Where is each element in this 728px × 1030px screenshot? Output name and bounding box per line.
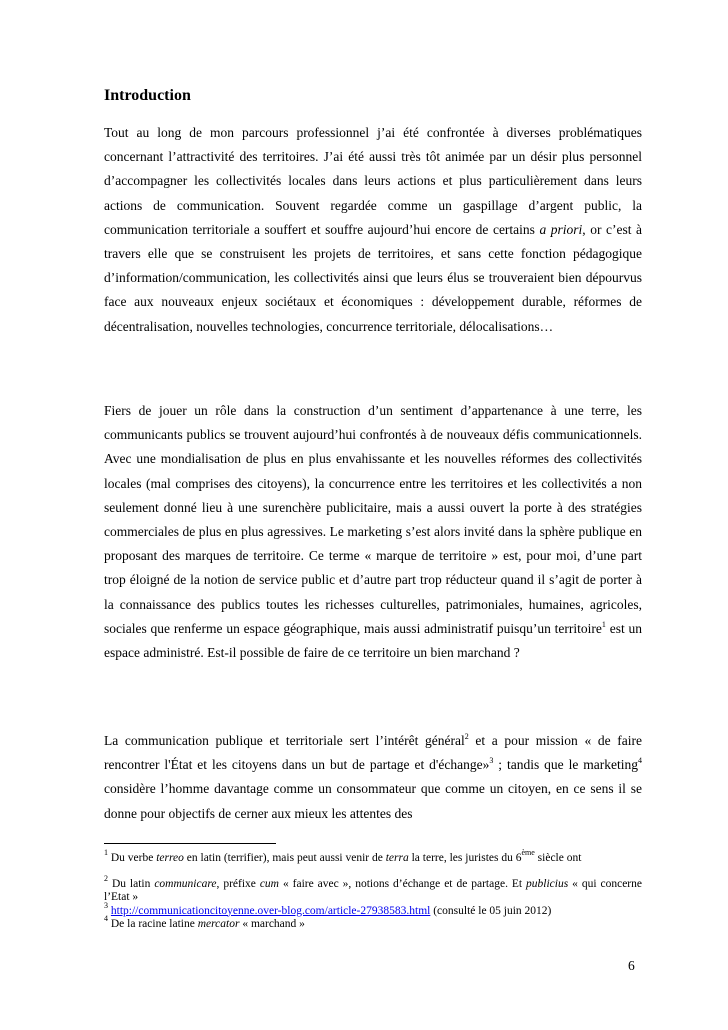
footnote-2-italic-c: publicius [526, 877, 569, 890]
paragraph-2 [104, 399, 642, 665]
paragraph-1 [104, 121, 642, 339]
footnote-4 [104, 914, 642, 932]
footnote-4-number: 4 [104, 914, 108, 923]
footnote-2-italic-b: cum [259, 877, 279, 890]
footnote-ref-2: 2 [464, 732, 469, 741]
paragraph-1-italic: a priori [539, 221, 583, 237]
footnote-separator [104, 843, 276, 844]
footnotes [104, 848, 642, 932]
paragraph-3-text-c: ; tandis que le marketing [493, 757, 638, 773]
footnote-1-text-b: en latin (terrifier), mais peut aussi venir de [183, 852, 386, 864]
footnote-4-text-a: De la racine latine [108, 918, 198, 930]
footnote-2-italic-a: communicare [154, 877, 217, 890]
footnote-3-text: (consulté le 05 juin 2012) [430, 904, 552, 917]
paragraph-3 [104, 729, 642, 826]
footnote-3-number: 3 [104, 900, 108, 910]
footnote-1-superscript: ème [521, 848, 535, 857]
footnote-4-text-b: « marchand » [239, 918, 305, 930]
section-heading: Introduction [104, 87, 191, 104]
footnote-2-text-d: « qui concerne l’Etat » [104, 877, 642, 903]
footnote-2-number: 2 [104, 873, 108, 883]
page-number: 6 [628, 958, 635, 973]
footnote-2 [104, 873, 642, 905]
footnote-2-text-a: Du latin [108, 877, 155, 890]
footnote-1-number: 1 [104, 848, 108, 857]
footnote-ref-4: 4 [638, 756, 642, 766]
paragraph-1-text-a: Tout au long de mon parcours professionnel j’ai été confrontée à diverses problématiques concernant l’attractivité des territoires. J’ai été aussi très tôt animée par un désir plus personnel d’accompagner les collectivités locales dans leurs actions et plus particulièrement dans leurs actions de communication. Souvent regardée comme un gaspillage d’argent public, la communication territoriale a souffert et souffre aujourd’hui encore de certains [104, 125, 642, 237]
footnote-1-italic-a: terreo [156, 852, 184, 864]
footnote-1-italic-b: terra [385, 852, 409, 864]
paragraph-2-text-end: est un espace administré. Est-il possible de faire de ce territoire un bien marchand ? [104, 620, 642, 661]
footnote-3 [104, 900, 642, 919]
paragraph-1-text-b: , or c’est à travers elle que se construisent les projets de territoires, et sans cette fonction pédagogique d’information/communication, les collectivités ainsi que leurs élus se trouveraient bien dépourvus face aux nouveaux enjeux sociétaux et économiques : développement durable, réformes de décentralisation, nouvelles technologies, concurrence territoriale, délocalisations… [104, 221, 642, 334]
footnote-3-link[interactable]: http://communicationcitoyenne.over-blog.com/article-27938583.html [110, 904, 431, 917]
footnote-4-italic: mercator [197, 918, 240, 930]
footnote-1-text-d: siècle ont [534, 852, 582, 864]
paragraph-2-text: Fiers de jouer un rôle dans la construction d’un sentiment d’appartenance à une terre, les communicants publics se trouvent aujourd’hui confrontés à de nouveaux défis communicationnels. Avec une mondialisation de plus en plus envahissante et les nouvelles réformes des collectivités locales (mal comprises des citoyens), la concurrence entre les territoires et les collectivités a non seulement donné lieu à une surenchère publicitaire, mais a aussi ouvert la porte à des stratégies commerciales de plus en plus agressives. Le marketing s’est alors invité dans la sphère publique en proposant des marques de territoire. Ce terme « marque de territoire » est, pour moi, d’une part trop éloigné de la notion de service public et d’autre part trop réducteur quand il s’agit de porter à la connaissance des publics toutes les richesses culturelles, patrimoniales, humaines, agricoles, sociales que renferme un espace géographique, mais aussi administratif puisqu’un territoire [104, 403, 642, 636]
footnote-1-text-c: la terre, les juristes du 6 [408, 852, 522, 864]
footnote-2-text-c: « faire avec », notions d’échange et de partage. Et [279, 877, 527, 890]
paragraph-3-text-d: considère l’homme davantage comme un consommateur que comme un citoyen, en ce sens il se donne pour objectifs de cerner aux mieux les attentes des [104, 781, 642, 821]
footnote-2-text-b: , préfixe [216, 877, 260, 890]
footnote-1 [104, 848, 642, 866]
footnote-1-text-a: Du verbe [108, 852, 157, 864]
footnote-ref-1: 1 [601, 619, 606, 629]
footnote-ref-3: 3 [489, 756, 494, 766]
paragraph-3-text-b: et a pour mission « de faire rencontrer l'État et les citoyens dans un but de partage et d'échange» [104, 733, 642, 773]
paragraph-3-text-a: La communication publique et territoriale sert l’intérêt général [104, 733, 465, 748]
